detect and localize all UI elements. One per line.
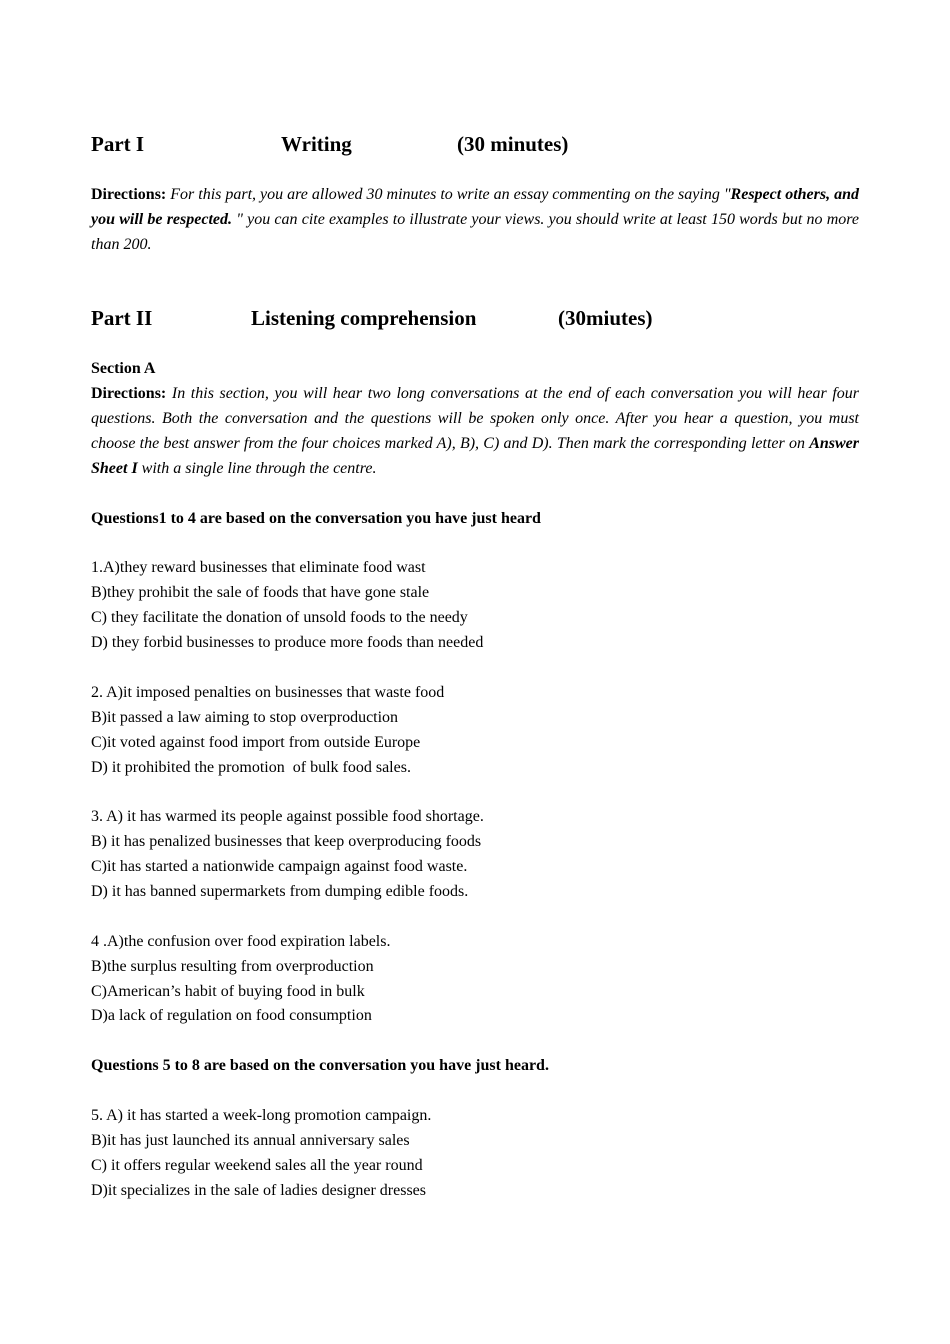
q4-option-c: C)American’s habit of buying food in bulk xyxy=(91,983,365,1000)
q2-option-a: 2. A)it imposed penalties on businesses that waste food xyxy=(91,684,445,701)
q1-option-c: C) they facilitate the donation of unsold foods to the needy xyxy=(91,609,468,626)
q4-option-d: D)a lack of regulation on food consumption xyxy=(91,1007,372,1024)
part1-directions xyxy=(91,182,859,257)
question-group-heading: Questions1 to 4 are based on the conversation you have just heard xyxy=(91,510,541,527)
part2-time: (30miutes) xyxy=(558,306,653,330)
q3-option-b: B) it has penalized businesses that keep overproducing foods xyxy=(91,833,482,850)
part1-directions-text-b: " you can cite examples to illustrate your views. you should write at least 150 words but no more than 200. xyxy=(91,211,859,253)
q5-option-d: D)it specializes in the sale of ladies designer dresses xyxy=(91,1182,426,1199)
part1-label: Part I xyxy=(91,132,145,156)
part1-time: (30 minutes) xyxy=(457,132,569,156)
part2-directions xyxy=(91,381,859,481)
q1-option-d: D) they forbid businesses to produce more foods than needed xyxy=(91,634,484,651)
part1-directions-quote: Respect others, and you will be respected. xyxy=(91,186,859,228)
q4-option-b: B)the surplus resulting from overproduction xyxy=(91,958,374,975)
q2-option-b: B)it passed a law aiming to stop overproduction xyxy=(91,709,399,726)
q5-option-b: B)it has just launched its annual anniversary sales xyxy=(91,1132,410,1149)
part2-directions-text-a: In this section, you will hear two long conversations at the end of each conversation you will hear four questions. Both the conversation and the questions will be spoken only once. After you hear a question, you must choose the best answer from the four choices marked A), B), C) and D). Then mark the corresponding letter on xyxy=(91,385,859,452)
q4-option-a: 4 .A)the confusion over food expiration labels. xyxy=(91,933,391,950)
q3-option-c: C)it has started a nationwide campaign against food waste. xyxy=(91,858,468,875)
part2-directions-label: Directions: xyxy=(91,385,167,402)
section-a-label: Section A xyxy=(91,360,156,377)
part2-label: Part II xyxy=(91,306,153,330)
part1-directions-text-a: For this part, you are allowed 30 minutes to write an essay commenting on the saying " xyxy=(166,186,731,203)
part2-title: Listening comprehension xyxy=(251,306,477,330)
question-group-heading: Questions 5 to 8 are based on the conversation you have just heard. xyxy=(91,1057,549,1074)
q3-option-d: D) it has banned supermarkets from dumping edible foods. xyxy=(91,883,469,900)
part1-directions-label: Directions: xyxy=(91,186,167,203)
q2-option-d: D) it prohibited the promotion of bulk food sales. xyxy=(91,759,411,776)
q3-option-a: 3. A) it has warmed its people against possible food shortage. xyxy=(91,808,484,825)
q2-option-c: C)it voted against food import from outside Europe xyxy=(91,734,421,751)
part2-directions-text-b: with a single line through the centre. xyxy=(137,460,377,477)
part1-title: Writing xyxy=(281,132,352,156)
q1-option-a: 1.A)they reward businesses that eliminate food wast xyxy=(91,559,426,576)
answer-sheet-label: Answer Sheet I xyxy=(91,435,859,477)
q5-option-c: C) it offers regular weekend sales all the year round xyxy=(91,1157,423,1174)
q5-option-a: 5. A) it has started a week-long promotion campaign. xyxy=(91,1107,432,1124)
q1-option-b: B)they prohibit the sale of foods that have gone stale xyxy=(91,584,430,601)
